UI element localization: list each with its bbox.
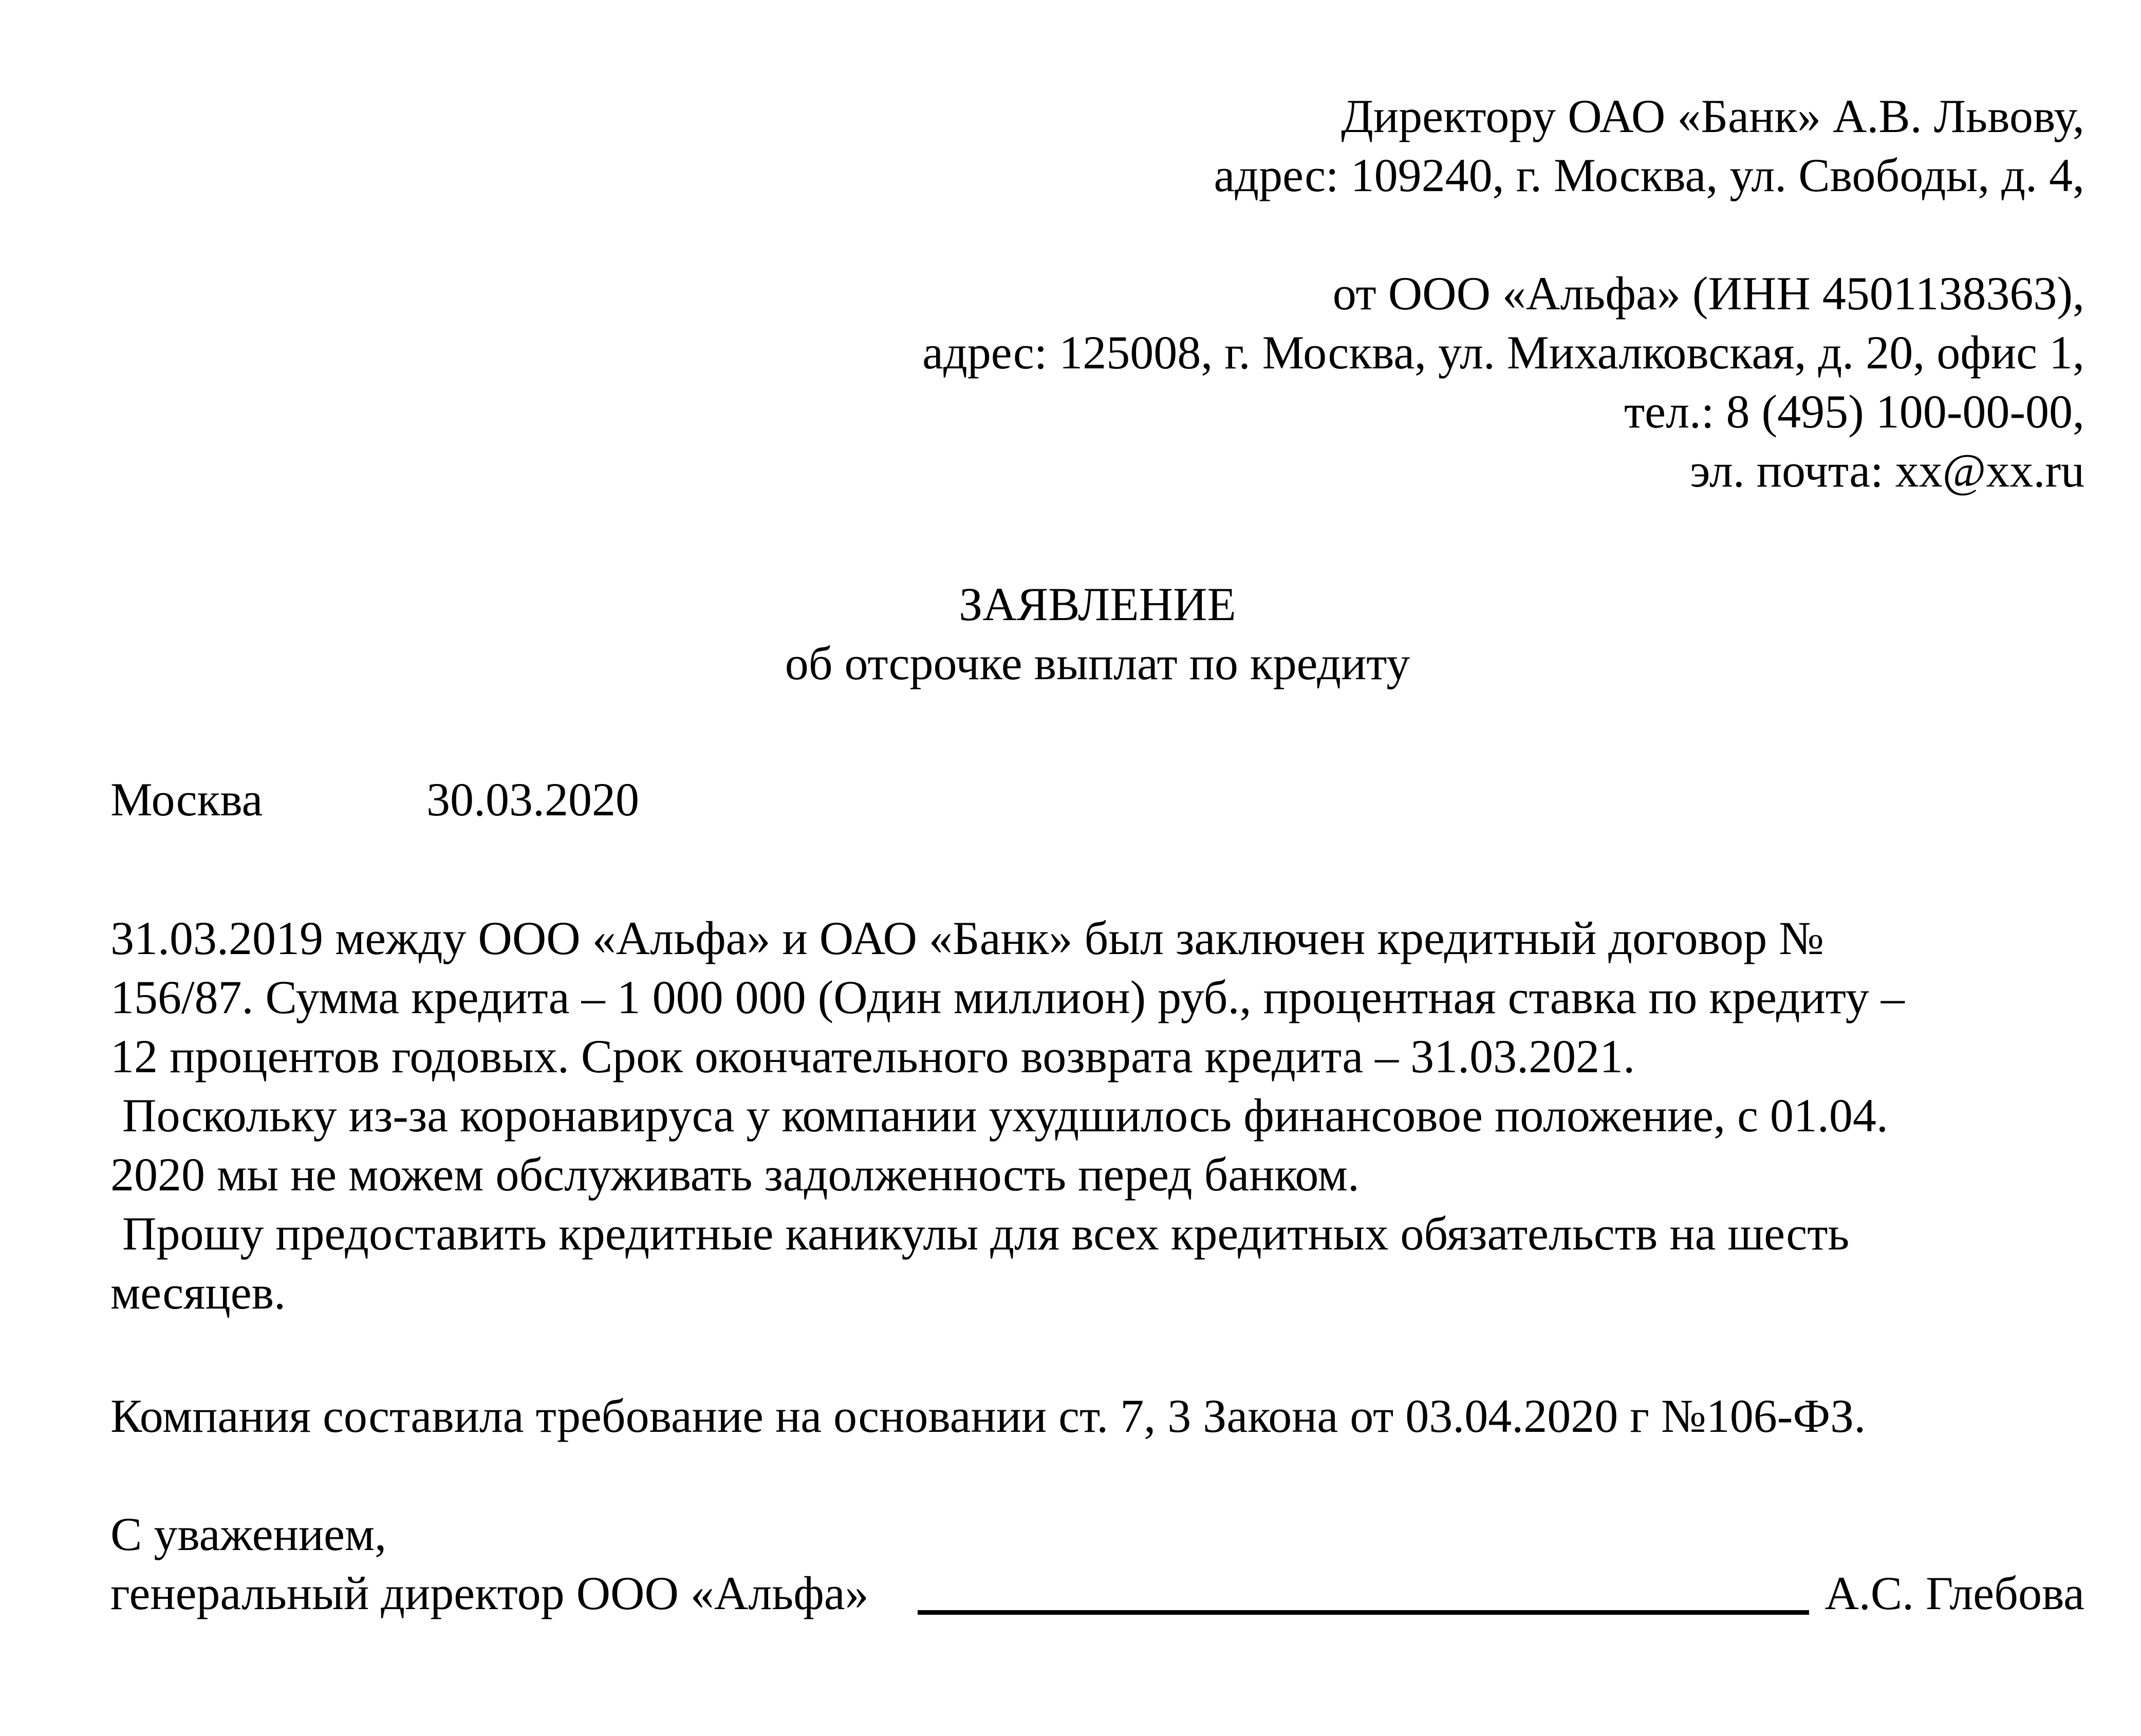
sender-line: эл. почта: xx@xx.ru: [1690, 444, 2084, 497]
body-paragraph: [110, 909, 2084, 1322]
document-title: ЗАЯВЛЕНИЕ: [959, 578, 1236, 630]
recipient-block: [110, 87, 2084, 500]
sender-line: тел.: 8 (495) 100-00-00,: [1624, 385, 2084, 438]
recipient-block-spacer: [110, 205, 2084, 264]
body-line: 31.03.2019 между ООО «Альфа» и ОАО «Банк» был заключен кредитный договор №: [110, 912, 1824, 964]
signature-name: А.С. Глебова: [1824, 1567, 2084, 1619]
document-subtitle: об отсрочке выплат по кредиту: [785, 637, 1410, 689]
sender-line: от ООО «Альфа» (ИНН 4501138363),: [1332, 267, 2084, 320]
legal-basis-line: Компания составила требование на основании ст. 7, 3 Закона от 03.04.2020 г №106-ФЗ.: [110, 1390, 1866, 1442]
recipient-line: Директору ОАО «Банк» А.В. Львову,: [1341, 90, 2084, 142]
closing-block: [110, 1505, 2084, 1623]
recipient-line: адрес: 109240, г. Москва, ул. Свободы, д. 4,: [1214, 149, 2084, 201]
body-line: Прошу предоставить кредитные каникулы для всех кредитных обязательств на шесть: [110, 1207, 1850, 1260]
dateline-city: Москва: [110, 773, 263, 826]
signature-role: генеральный директор ООО «Альфа»: [110, 1567, 869, 1619]
closing-salutation: С уважением,: [110, 1508, 387, 1560]
signature-underline: [918, 1610, 1810, 1615]
body-line: 12 процентов годовых. Срок окончательного возврата кредита – 31.03.2021.: [110, 1030, 1635, 1082]
body-line: 2020 мы не можем обслуживать задолженность перед банком.: [110, 1148, 1360, 1201]
signature-row: [110, 1564, 2084, 1623]
title-block: [110, 575, 2084, 693]
body-line: 156/87. Сумма кредита – 1 000 000 (Один миллион) руб., процентная ставка по кредиту –: [110, 971, 1905, 1023]
body-line: Поскольку из-за коронавируса у компании ухудшилось финансовое положение, с 01.04.: [110, 1089, 1888, 1142]
sender-line: адрес: 125008, г. Москва, ул. Михалковская, д. 20, офис 1,: [922, 326, 2084, 379]
dateline: [110, 770, 2084, 829]
body-line: месяцев.: [110, 1266, 286, 1319]
dateline-date: 30.03.2020: [426, 773, 639, 826]
